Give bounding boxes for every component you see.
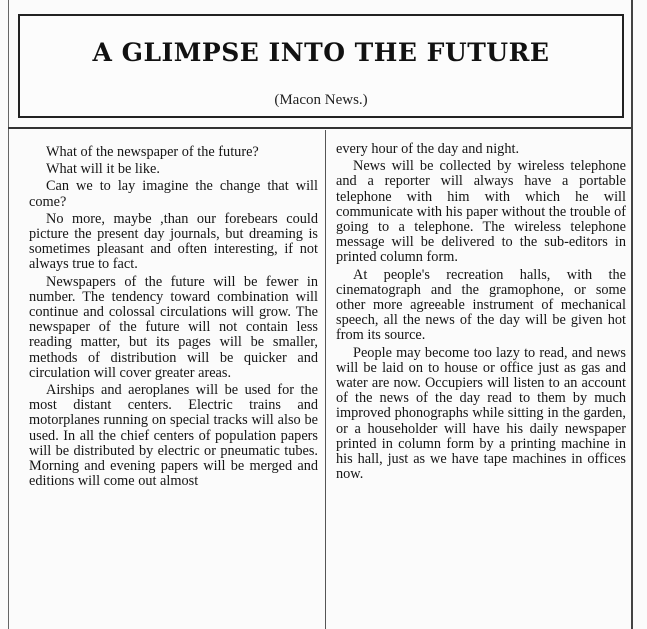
paragraph: News will be collected by wireless telephone and a reporter will always have a portable telephone with him with which he will communicate with his paper without the trouble of going to a telephone. The wireless telephone message will be delivered to the sub-editors in printed column form. [336,158,626,266]
source-credit: (Macon News.) [274,92,368,108]
paragraph: No more, maybe ,than our forebears could picture the present day journals, but dreaming is sometimes pleasant and often interesting, if not always true to fact. [29,210,318,273]
paragraph: What will it be like. [46,161,160,178]
paragraph: every hour of the day and night. [336,141,520,157]
header-divider-rule [8,127,631,129]
left-column [29,145,318,489]
paragraph: People may become too lazy to read, and news will be laid on to house or office just as gas and water are now. Occupiers will listen to an account of the news of the day read to them by much improved phonographs while sitting in the garden, or a householder will have his daily newspaper printed in column form by a printing machine in his hall, just as we have tape machines in offices now. [336,344,626,483]
column-divider-rule [325,130,326,629]
right-column [336,142,626,482]
paragraph: Airships and aeroplanes will be used for the most distant centers. Electric trains and motorplanes running on special tracks will also be used. In all the chief centers of population papers will be distributed by electric or pneumatic tubes. Morning and evening papers will be merged and editions will come out almost [29,382,318,490]
paragraph: At people's recreation halls, with the cinematograph and the gramophone, or some other more agreeable instrument of mechanical speech, all the news of the day will be given hot from its source. [336,266,626,344]
headline-box [18,14,624,118]
left-border-rule [8,0,9,629]
paragraph: Newspapers of the future will be fewer in number. The tendency toward combination will continue and colossal circulations will grow. The newspaper of the future will not contain less reading matter, but its pages will be smaller, methods of distribution will be quicker and circulation will cover greater areas. [29,273,318,381]
paragraph: What of the newspaper of the future? [46,144,259,160]
paragraph: Can we to lay imagine the change that will come? [29,178,318,210]
right-border-rule [631,0,633,629]
headline: A GLIMPSE INTO THE FUTURE [92,38,550,67]
